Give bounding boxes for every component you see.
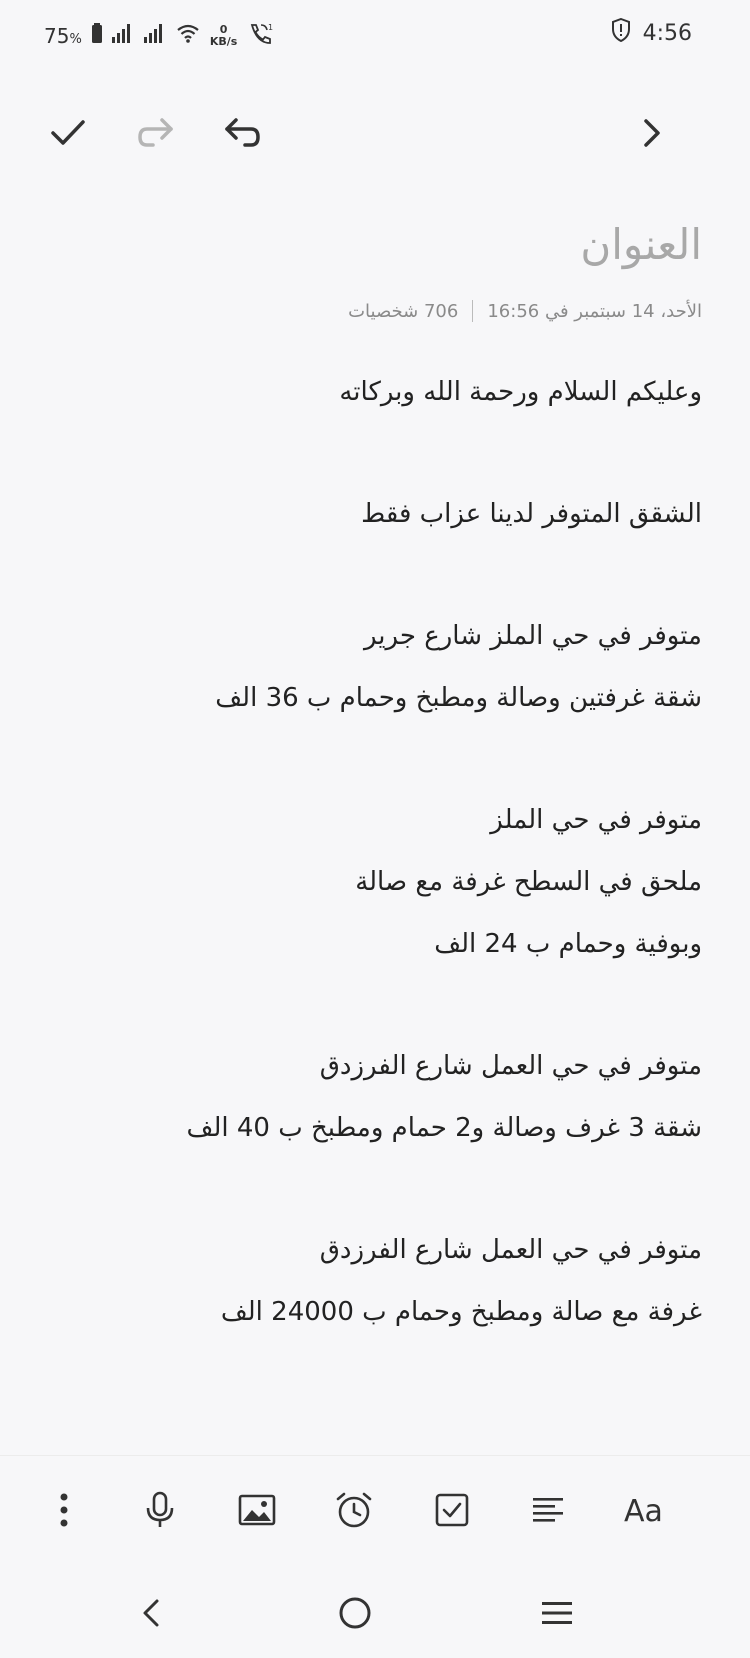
redo-button[interactable] xyxy=(132,111,180,159)
note-blank-line xyxy=(142,740,702,800)
note-blank-line xyxy=(142,986,702,1046)
note-meta xyxy=(348,300,702,322)
network-speed: 0 KB/s xyxy=(209,22,238,48)
menu-lines-icon xyxy=(540,1599,574,1631)
shield-icon xyxy=(611,18,631,48)
svg-text:1: 1 xyxy=(268,23,274,32)
chevron-left-icon xyxy=(140,1597,162,1633)
text-style-button[interactable] xyxy=(618,1486,670,1538)
text-align-button[interactable] xyxy=(522,1486,574,1538)
wifi-call-icon xyxy=(247,22,273,49)
reminder-button[interactable] xyxy=(328,1486,380,1538)
wifi-icon xyxy=(176,23,200,48)
editor-toolbar xyxy=(0,95,750,175)
note-line: غرفة مع صالة ومطبخ وحمام ب 24000 الف xyxy=(220,1297,702,1327)
note-body[interactable] xyxy=(142,372,702,1354)
note-line: وعليكم السلام ورحمة الله وبركاته xyxy=(339,377,702,407)
svg-text:Aa: Aa xyxy=(624,1494,663,1527)
note-blank-line xyxy=(142,556,702,616)
formatting-bar xyxy=(0,1455,750,1566)
note-line: متوفر في حي الملز xyxy=(490,805,702,835)
signal-icon xyxy=(112,23,134,48)
status-bar xyxy=(0,0,750,70)
nav-back-button[interactable] xyxy=(126,1590,176,1640)
insert-image-button[interactable] xyxy=(231,1486,283,1538)
redo-icon xyxy=(137,117,175,153)
undo-icon xyxy=(223,117,261,153)
note-line: شقة 3 غرف وصالة و2 حمام ومطبخ ب 40 الف xyxy=(186,1113,702,1143)
more-options-button[interactable] xyxy=(38,1486,90,1538)
clock-time: 4:56 xyxy=(642,20,692,46)
circle-home-icon xyxy=(338,1596,372,1634)
note-line: متوفر في حي العمل شارع الفرزدق xyxy=(319,1051,702,1081)
note-date: الأحد، 14 سبتمبر في 16:56 xyxy=(487,300,702,322)
note-char-count: 706 شخصيات xyxy=(348,300,459,322)
checklist-button[interactable] xyxy=(426,1486,478,1538)
note-line: وبوفية وحمام ب 24 الف xyxy=(434,929,702,959)
signal-icon-2 xyxy=(144,23,166,48)
checkbox-icon xyxy=(435,1493,469,1531)
alarm-clock-icon xyxy=(335,1491,373,1533)
system-nav-bar xyxy=(0,1570,750,1658)
battery-percent: 75% xyxy=(44,23,82,48)
font-size-icon xyxy=(622,1493,666,1531)
voice-input-button[interactable] xyxy=(134,1486,186,1538)
nav-home-button[interactable] xyxy=(330,1590,380,1640)
note-line: شقة غرفتين وصالة ومطبخ وحمام ب 36 الف xyxy=(215,683,702,713)
note-blank-line xyxy=(142,434,702,494)
status-right xyxy=(611,18,692,48)
undo-button[interactable] xyxy=(218,111,266,159)
note-line: متوفر في حي الملز شارع جرير xyxy=(363,621,702,651)
note-line: الشقق المتوفر لدينا عزاب فقط xyxy=(361,499,702,529)
done-button[interactable] xyxy=(44,111,92,159)
align-left-icon xyxy=(531,1495,565,1529)
forward-button[interactable] xyxy=(628,111,676,159)
meta-divider xyxy=(472,300,473,322)
nav-recents-button[interactable] xyxy=(532,1590,582,1640)
note-line: متوفر في حي العمل شارع الفرزدق xyxy=(319,1235,702,1265)
note-line: ملحق في السطح غرفة مع صالة xyxy=(355,867,702,897)
note-title-field[interactable]: العنوان xyxy=(580,220,702,269)
chevron-right-icon xyxy=(640,117,664,153)
microphone-icon xyxy=(145,1491,175,1533)
note-blank-line xyxy=(142,1170,702,1230)
check-icon xyxy=(50,118,86,152)
image-icon xyxy=(238,1494,276,1530)
battery-icon xyxy=(92,23,102,48)
more-vertical-icon xyxy=(58,1492,70,1532)
status-left xyxy=(44,22,273,49)
